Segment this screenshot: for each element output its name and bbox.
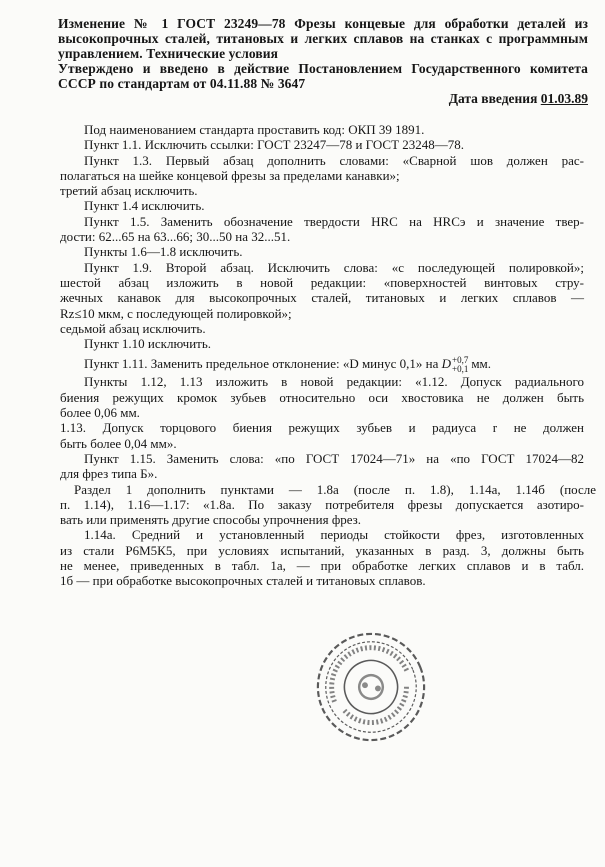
- body-line: третий абзац исключить.: [60, 183, 198, 199]
- body-line: Пункт 1.5. Заменить обозначение твердости HRC на HRCэ и значение твер-: [84, 213, 584, 229]
- body-line: 1б — при обработке высокопрочных сталей и титановых сплавов.: [60, 573, 426, 589]
- upper-deviation: +0,7: [452, 355, 469, 366]
- effective-date: [58, 91, 588, 107]
- body-line: Пункт 1.1. Исключить ссылки: ГОСТ 23247—78 и ГОСТ 23248—78.: [84, 137, 465, 153]
- date-label: Дата введения: [448, 91, 538, 106]
- d-symbol: D: [441, 356, 451, 372]
- body-line: для фрез типа Б».: [60, 466, 158, 482]
- date-value: 01.03.89: [540, 91, 588, 106]
- body-line: Раздел 1 дополнить пунктами — 1.8а (после п. 1.8), 1.14а, 1.14б (после: [74, 481, 596, 497]
- body-line: более 0,06 мм.: [60, 405, 140, 421]
- round-stamp-seal: [312, 628, 430, 746]
- body-line: Пункт 1.3. Первый абзац дополнить словами: «Сварной шов должен рас-: [84, 152, 584, 168]
- body-line: шестой абзац изложить в новой редакции: «поверхностей винтовых стру-: [60, 274, 584, 290]
- body-line: Пункт 1.9. Второй абзац. Исключить слова: «с последующей полировкой»;: [84, 259, 584, 275]
- body-line: Rz≤10 мкм, с последующей полировкой»;: [60, 305, 292, 321]
- body-line: Пункты 1.6—1.8 исключить.: [84, 244, 243, 260]
- body-line: седьмой абзац исключить.: [60, 320, 206, 336]
- change-title: [58, 16, 588, 61]
- approval-text: [58, 61, 588, 91]
- body-line: полагаться на шейке концевой фрезы за пределами канавки»;: [60, 167, 400, 183]
- approval-line: Утверждено и введено в действие Постановлением Государственного комитета: [58, 61, 588, 76]
- body-line: из стали Р6М5К5, при условиях испытаний, указанных в разд. 3, должны быть: [60, 542, 584, 558]
- body-line: биения режущих кромок зубьев относительно оси хвостовика не должен быть: [60, 389, 584, 405]
- body-line-1-11: [84, 356, 584, 374]
- body-line: дости: 62...65 на 63...66; 30...50 на 32...51.: [60, 229, 291, 245]
- tolerance-fraction: [452, 356, 468, 374]
- body-text: Пункт 1.11. Заменить предельное отклонение: «D минус 0,1» на: [84, 356, 439, 372]
- document-body: [60, 122, 596, 589]
- body-line: Пункт 1.4 исключить.: [84, 198, 205, 214]
- body-line: не менее, приведенных в табл. 1а, — при обработке легких сплавов и в табл.: [60, 558, 584, 574]
- body-line: жечных канавок для высокопрочных сталей, титановых и легких сплавов —: [60, 290, 584, 306]
- body-line: 1.13. Допуск торцового биения режущих зубьев и радиуса r не должен: [60, 420, 584, 436]
- approval-line: СССР по стандартам от 04.11.88 № 3647: [58, 76, 306, 91]
- body-line: вать или применять другие способы упрочнения фрез.: [60, 512, 362, 528]
- body-line: Пункт 1.15. Заменить слова: «по ГОСТ 17024—71» на «по ГОСТ 17024—82: [84, 450, 584, 466]
- change-title-line: высокопрочных сталей, титановых и легких сплавов на станках с программным: [58, 31, 588, 46]
- body-line: Пункт 1.10 исключить.: [84, 336, 212, 352]
- change-title-line: Изменение № 1 ГОСТ 23249—78 Фрезы концевые для обработки деталей из: [58, 16, 588, 31]
- lower-deviation: +0,1: [452, 364, 469, 375]
- body-line: 1.14а. Средний и установленный периоды стойкости фрез, изготовленных: [84, 527, 584, 543]
- body-line: Под наименованием стандарта проставить код: ОКП 39 1891.: [84, 122, 425, 137]
- body-line: Пункты 1.12, 1.13 изложить в новой редакции: «1.12. Допуск радиального: [84, 374, 584, 390]
- body-line: быть более 0,04 мм».: [60, 435, 177, 451]
- body-line: п. 1.14), 1.16—1.17: «1.8а. По заказу потребителя фрезы допускается азотиро-: [60, 496, 584, 512]
- unit-text: мм.: [471, 356, 492, 372]
- change-title-line: управлением. Технические условия: [58, 46, 279, 61]
